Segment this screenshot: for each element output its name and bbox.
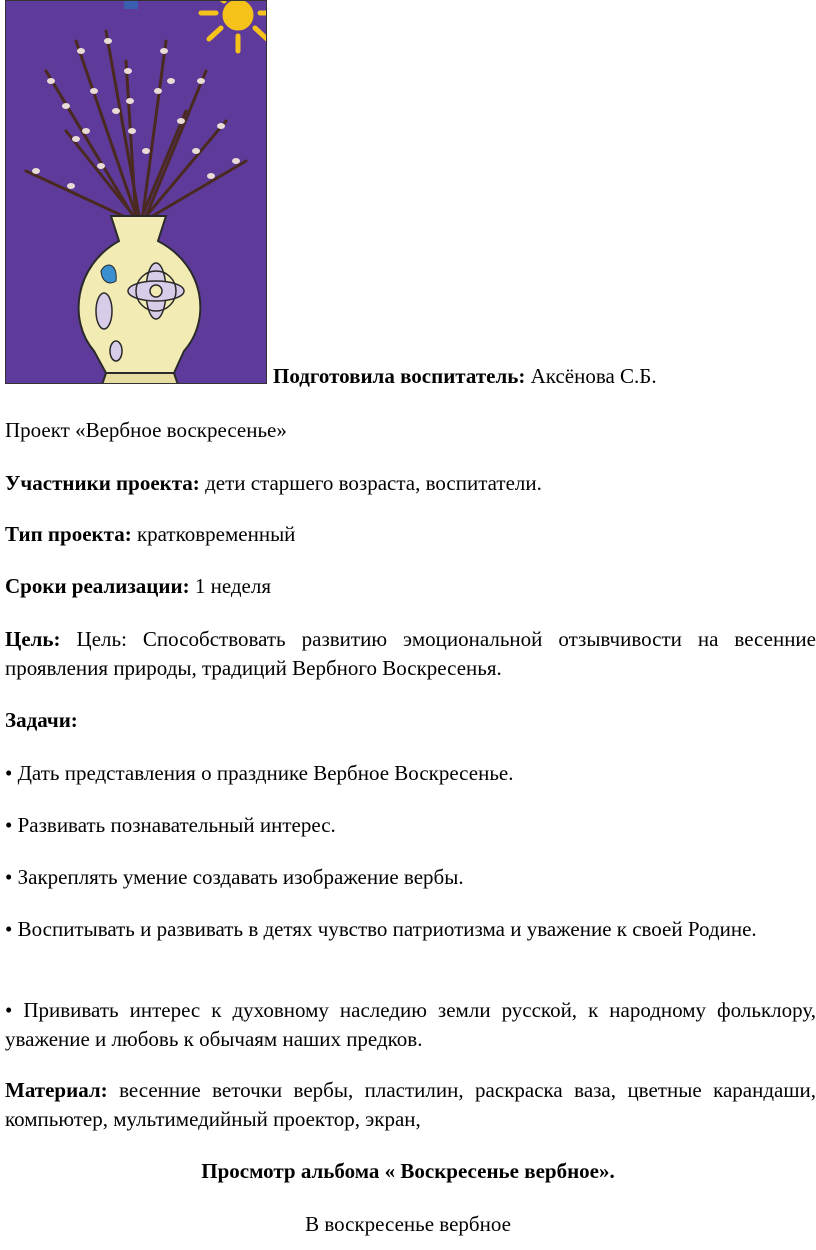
participants-value: дети старшего возраста, воспитатели. (205, 471, 542, 495)
prepared-by-label: Подготовила воспитатель: (273, 364, 526, 388)
material-value: весенние веточки вербы, пластилин, раскраска ваза, цветные карандаши, компьютер, мультимедийный проектор, экран, (5, 1078, 816, 1131)
terms-line (5, 572, 271, 601)
terms-label: Сроки реализации: (5, 574, 190, 598)
poem-first-line: В воскресенье вербное (305, 1212, 511, 1236)
participants-label: Участники проекта: (5, 471, 200, 495)
prepared-by-value: Аксёнова С.Б. (530, 364, 657, 388)
terms-value: 1 неделя (194, 574, 272, 598)
material-paragraph (5, 1076, 816, 1134)
tasks-heading (5, 706, 78, 735)
task-item: • Дать представления о празднике Вербное Воскресенье. (5, 761, 514, 785)
type-line (5, 520, 295, 549)
task-item: • Развивать познавательный интерес. (5, 813, 336, 837)
goal-paragraph (5, 625, 816, 683)
tasks-label: Задачи: (5, 708, 78, 732)
type-label: Тип проекта: (5, 522, 132, 546)
task-item: • Прививать интерес к духовному наследию земли русской, к народному фольклору, уважение и любовь к обычаям наших предков. (5, 998, 816, 1051)
goal-label: Цель: (5, 627, 61, 651)
task-item: • Закреплять умение создавать изображение вербы. (5, 865, 464, 889)
album-heading (0, 1157, 816, 1186)
task-item: • Воспитывать и развивать в детях чувство патриотизма и уважение к своей Родине. (5, 917, 757, 941)
project-title: Проект «Вербное воскресенье» (5, 418, 287, 442)
prepared-by-line (273, 362, 657, 391)
goal-value: Цель: Способствовать развитию эмоциональной отзывчивости на весенние проявления природы, традиций Вербного Воскресенья. (5, 627, 816, 680)
album-heading-text: Просмотр альбома « Воскресенье вербное». (201, 1159, 615, 1183)
material-label: Материал: (5, 1078, 108, 1102)
willow-vase-illustration (5, 0, 267, 384)
type-value: кратковременный (136, 522, 296, 546)
participants-line (5, 469, 542, 498)
